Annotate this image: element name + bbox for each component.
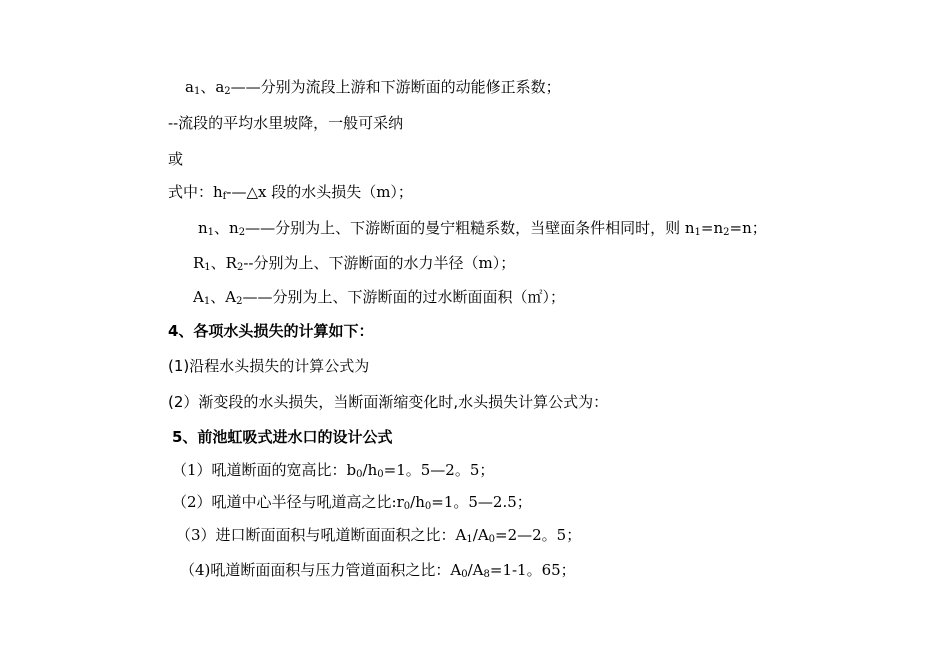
subscript-0: 0 xyxy=(461,569,468,580)
separator-text: 、A xyxy=(210,288,237,306)
text-line-or: 或 xyxy=(168,150,184,168)
symbol-n: n xyxy=(198,219,208,237)
formula-item-3 xyxy=(176,525,581,550)
subscript-2: 2 xyxy=(236,296,243,307)
subscript-2: 2 xyxy=(238,227,246,238)
subscript-2: 2 xyxy=(236,262,244,273)
subscript-1: 1 xyxy=(694,227,701,238)
formula-rest: =1。5—2。5； xyxy=(383,461,495,479)
subscript-f: f xyxy=(222,191,227,202)
definition-text: ——分别为流段上游和下游断面的动能修正系数； xyxy=(230,78,561,96)
text-line-hydraulic-radius xyxy=(193,253,515,278)
formula-item-4 xyxy=(180,560,576,585)
section-heading-5: 5、前池虹吸式进水口的设计公式 xyxy=(172,428,393,446)
equation-end-text: =n； xyxy=(729,219,767,237)
text-line-manning-coefficients xyxy=(198,218,767,243)
subscript-1: 1 xyxy=(466,534,473,545)
subscript-0: 0 xyxy=(377,469,384,480)
formula-item-2 xyxy=(172,492,532,517)
formula-rest: =1-1。65； xyxy=(489,561,576,579)
text-line-friction-loss: (1)沿程水头损失的计算公式为 xyxy=(168,357,370,375)
text-line-transition-loss: (2）渐变段的水头损失，当断面渐缩变化时,水头损失计算公式为： xyxy=(168,393,609,411)
formula-rest: =2—2。5； xyxy=(495,526,582,544)
definition-text: ——分别为上、下游断面的过水断面面积（㎡）； xyxy=(242,288,565,306)
formula-prefix: （4)吼道断面面积与压力管道面积之比：A xyxy=(180,561,462,579)
separator-text: 、n xyxy=(214,219,239,237)
formula-prefix: （2）吼道中心半径与吼道高之比:r xyxy=(172,493,404,511)
symbol-r: R xyxy=(193,254,205,272)
definition-text: --分别为上、下游断面的水力半径（m）； xyxy=(243,254,516,272)
formula-item-1 xyxy=(172,460,494,485)
subscript-0: 0 xyxy=(403,501,411,512)
text-line-average-slope: --流段的平均水里坡降，一般可采纳 xyxy=(168,114,404,132)
subscript-1: 1 xyxy=(193,86,201,97)
subscript-2: 2 xyxy=(723,227,730,238)
subscript-0: 0 xyxy=(488,534,496,545)
definition-text: -—△x 段的水头损失（m）； xyxy=(226,183,413,201)
subscript-1: 1 xyxy=(203,296,211,307)
text-line-flow-area xyxy=(193,287,565,312)
subscript-8: 8 xyxy=(483,569,490,580)
subscript-1: 1 xyxy=(207,227,215,238)
text-line-dynamic-energy-coefficients xyxy=(185,77,561,102)
symbol-a: a xyxy=(185,78,194,96)
definition-text: ——分别为上、下游断面的曼宁粗糙系数，当壁面条件相同时，则 n xyxy=(245,219,695,237)
prefix-text: 式中：h xyxy=(168,183,223,201)
subscript-0: 0 xyxy=(356,469,363,480)
subscript-2: 2 xyxy=(224,86,231,97)
section-heading-4: 4、各项水头损失的计算如下： xyxy=(168,322,374,340)
formula-mid: /h xyxy=(362,461,378,479)
separator-text: 、R xyxy=(210,254,237,272)
symbol-a: A xyxy=(193,288,204,306)
formula-mid: /A xyxy=(472,526,489,544)
formula-rest: =1。5—2.5； xyxy=(431,493,532,511)
formula-prefix: （3）进口断面面积与吼道断面面积之比：A xyxy=(176,526,467,544)
equation-text: =n xyxy=(700,219,724,237)
formula-mid: /A xyxy=(467,561,484,579)
subscript-1: 1 xyxy=(204,262,211,273)
text-line-head-loss-definition xyxy=(168,182,413,207)
subscript-0: 0 xyxy=(424,501,432,512)
separator-text: 、a xyxy=(200,78,225,96)
formula-mid: /h xyxy=(410,493,425,511)
formula-prefix: （1）吼道断面的宽高比：b xyxy=(172,461,357,479)
